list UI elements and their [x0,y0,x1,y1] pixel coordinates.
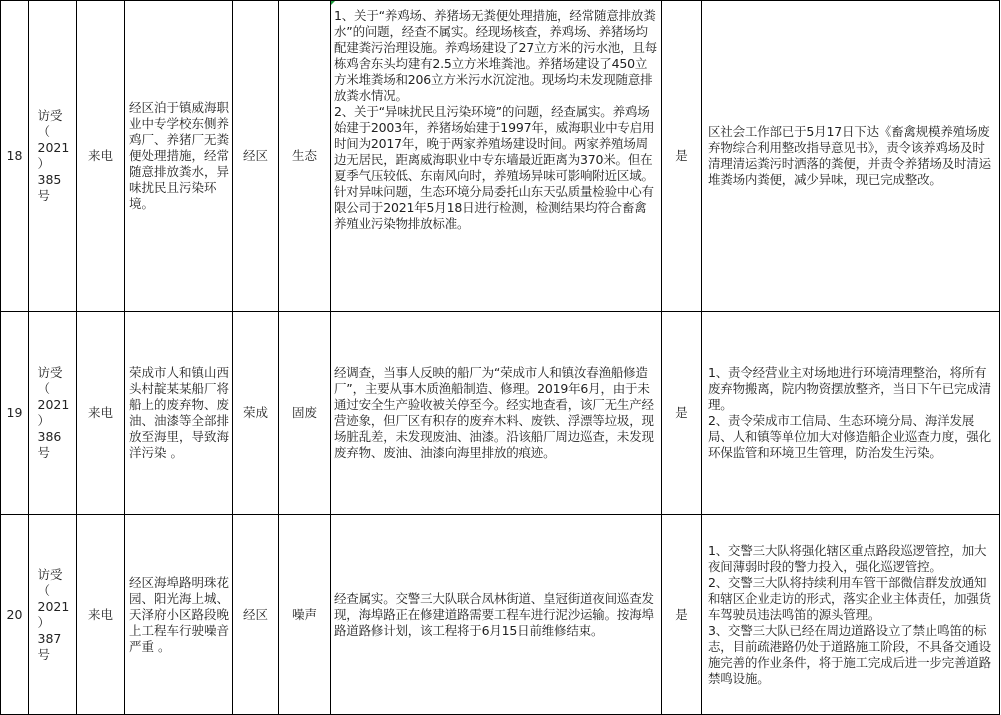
case-code-line: ）387 [37,614,62,646]
issue-cell [125,1,233,312]
handling-paragraph: 1、交警三大队将强化辖区重点路段巡逻管控，加大夜间薄弱时段的警力投入，强化巡逻管控。 [708,542,987,574]
issue-text: 经区泊于镇威海职业中专学校东侧养鸡厂、养猪厂无粪便处理措施，经常随意排放粪水，异味扰民且污染环境。 [129,100,230,211]
issue-text: 荣成市人和镇山西头村靛某某船厂将船上的废弃物、废油、油漆等全部排放至海里，导致海洋污染 。 [129,365,230,460]
source-cell: 来电 [77,515,125,715]
case-code-line: ）386 [37,413,62,444]
verified-cell: 是 [662,1,702,312]
handling-paragraph: 2、责令荣成市工信局、生态环境分局、海洋发展局、人和镇等单位加大对修造船企业巡查力度，强化环保监管和环境卫生管理，防治发生污染。 [708,413,991,460]
case-code-line: 号 [37,445,51,460]
findings-cell [331,312,662,515]
issue-text: 经区海埠路明珠花园、阳光海上城、天泽府小区路段晚上工程车行驶噪音严重 。 [129,574,230,654]
type-cell: 生态 [279,1,331,312]
findings-paragraph: 经查属实。交警三大队联合凤林街道、皇冠街道夜间巡查发现，海埠路正在修建道路需要工程车进行泥沙运输。按海埠路道路修计划，该工程将于6月15日前维修结束。 [334,590,654,638]
case-code-line: （ [37,582,51,598]
area-cell: 经区 [233,1,279,312]
area-cell: 荣成 [233,312,279,515]
case-code-line: 访受 [37,566,63,582]
findings-paragraph: 针对异味问题，生态环境分局委托山东天弘质量检验中心有限公司于2021年5月18日进行检测，检测结果均符合畜禽养殖业污染物排放标准。 [334,184,654,231]
source-cell: 来电 [77,1,125,312]
findings-cell [331,515,662,715]
case-code-cell [29,515,77,715]
row-number: 19 [1,312,29,515]
source-cell: 来电 [77,312,125,515]
handling-paragraph: 2、交警三大队将持续利用车管干部微信群发放通知和辖区企业走访的形式，落实企业主体责任，加强货车驾驶员违法鸣笛的源头管理。 [708,574,991,622]
row-number: 18 [1,1,29,312]
table-row [1,312,1000,515]
case-code-line: ）385 [37,156,62,187]
case-code-line: 2021 [37,140,70,155]
issue-cell [125,515,233,715]
type-cell: 噪声 [279,515,331,715]
case-code-line: 访受 [37,108,63,123]
verified-cell: 是 [662,515,702,715]
case-code-line: 2021 [37,598,70,614]
findings-paragraph: 经调查，当事人反映的船厂为“荣成市人和镇汝春渔船修造厂”，主要从事木质渔船制造、修理。2019年6月，由于未通过安全生产验收被关停至今。经实地查看，该厂无生产经营迹象，但厂区有积存的废弃木料、废铁、浮漂等垃圾，现场脏乱差，未发现废油、油漆。沿该船厂周边巡查，未发现废弃物、废油、油漆向海里排放的痕迹。 [334,365,654,460]
case-code-cell [29,1,77,312]
type-cell: 固废 [279,312,331,515]
handling-cell [702,312,1000,515]
handling-paragraph: 区社会工作部已于5月17日下达《畜禽规模养殖场废弃物综合利用整改指导意见书》，责令该养鸡场及时清理清运粪污时洒落的粪便，并责令养猪场及时清运堆粪场内粪便，减少异味，现已完成整改。 [708,124,991,187]
handling-cell [702,1,1000,312]
findings-cell [331,1,662,312]
findings-paragraph: 1、关于“养鸡场、养猪场无粪便处理措施，经常随意排放粪水”的问题，经查不属实。经现场核查，养鸡场、养猪场均配建粪污治理设施。养鸡场建设了27立方米的污水池，且每栋鸡舍东头均建有2.5立方米堆粪池。养猪场建设了450立方米堆粪场和206立方米污水沉淀池。现场均未发现随意排放粪水情况。 [334,8,658,103]
issue-cell [125,312,233,515]
handling-paragraph: 3、交警三大队已经在周边道路设立了禁止鸣笛的标志，目前疏港路仍处于道路施工阶段，不具备交通设施完善的作业条件，将于施工完成后进一步完善道路禁鸣设施。 [708,622,991,686]
case-code-cell [29,312,77,515]
row-number: 20 [1,515,29,715]
case-code-line: 2021 [37,397,70,412]
case-code-line: 号 [37,188,51,203]
handling-cell [702,515,1000,715]
case-code-line: 访受 [37,365,63,380]
verified-cell: 是 [662,312,702,515]
area-cell: 经区 [233,515,279,715]
handling-paragraph: 1、责令经营业主对场地进行环境清理整治，将所有废弃物搬离，院内物资摆放整齐，当日下午已完成清理。 [708,365,991,412]
table-row [1,1,1000,312]
table-row [1,515,1000,715]
case-code-line: （ [37,124,51,139]
case-code-line: （ [37,381,51,396]
case-code-line: 号 [37,646,51,662]
findings-paragraph: 2、关于“异味扰民且污染环境”的问题，经查属实。养鸡场始建于2003年，养猪场始建于1997年，威海职业中专启用时间为2017年，晚于两家养殖场建设时间。两家养殖场周边无居民，距离威海职业中专东墙最近距离为370米。但在夏季气压较低、东南风向时，养殖场异味可影响附近区域。 [334,104,655,183]
